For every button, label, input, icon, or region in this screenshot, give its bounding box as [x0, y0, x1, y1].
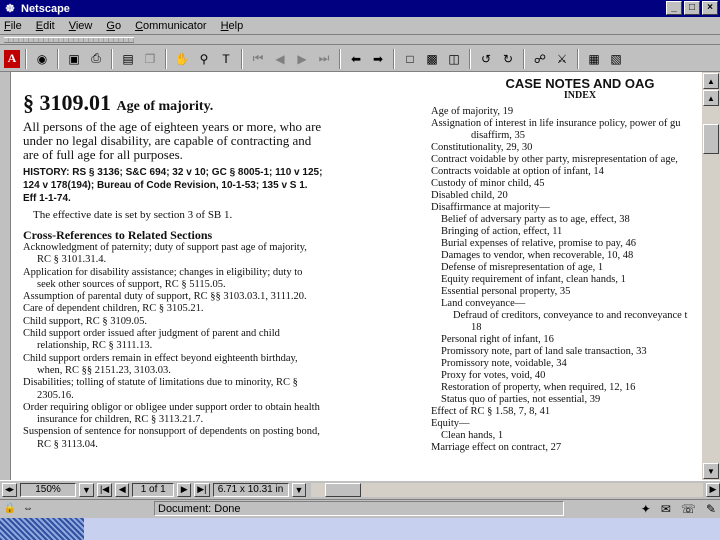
index-title: INDEX [563, 90, 597, 101]
index-entry: Defense of misrepresentation of age, 1 [441, 262, 604, 273]
index-entry: Custody of minor child, 45 [431, 178, 545, 189]
toolbar-separator [111, 49, 113, 69]
zoom-icon[interactable]: ⚲ [199, 51, 209, 66]
find-icon[interactable]: ⚔ [556, 51, 568, 66]
component-bar [641, 502, 716, 516]
scroll-down-arrow-icon[interactable]: ▼ [703, 463, 719, 479]
rotate-left-icon[interactable]: ↺ [480, 51, 492, 66]
scroll-up-arrow-icon[interactable]: ▲ [703, 73, 719, 89]
index-entry: Restoration of property, when required, 12, 16 [441, 382, 636, 393]
toolbar-separator [165, 49, 167, 69]
thumbnail-icon[interactable]: ▦ [588, 51, 600, 66]
horizontal-scrollbar[interactable] [311, 483, 703, 497]
case-notes-index [431, 78, 699, 454]
next-page-button[interactable]: ▶ [177, 483, 191, 497]
case-notes-title: CASE NOTES AND OAG [505, 76, 655, 91]
security-lock-icon[interactable]: 🔒 [3, 503, 17, 514]
section-number: § 3109.01 [23, 90, 111, 115]
cross-reference-item: Assumption of parental duty of support, RC §§ 3103.03.1, 3111.20. [23, 291, 307, 303]
status-message: Document: Done [154, 501, 564, 516]
acrobat-icon[interactable]: A [4, 50, 20, 68]
history-note: HISTORY: RS § 3136; S&C 694; 32 v 10; GC § 8005-1; 110 v 125; 124 v 178(194); Bureau of Code Revision, 10-1-53; 135 v S 1. Eff 1-1-74. [23, 167, 323, 204]
zoom-dropdown-icon[interactable]: ▼ [79, 483, 94, 497]
cross-reference-item: Child support, RC § 3109.05. [23, 315, 147, 327]
index-entry: Equity— [431, 418, 470, 429]
index-entry: Belief of adversary party as to age, effect, 38 [441, 214, 630, 225]
page-number-field[interactable]: 1 of 1 [132, 483, 174, 497]
vertical-scrollbar[interactable] [702, 72, 720, 480]
menu-edit[interactable]: Edit [35, 19, 55, 32]
prev-page-button[interactable]: ◀ [115, 483, 129, 497]
last-page-icon[interactable]: ⏭ [318, 51, 330, 65]
menu-communicator[interactable]: Communicator [135, 19, 207, 32]
index-entry: Assignation of interest in life insurance policy, power of gu [431, 118, 681, 129]
menu-help[interactable]: Help [220, 19, 244, 32]
scroll-thumb[interactable] [703, 124, 719, 154]
index-entry: Disaffirmance at majority— [431, 202, 550, 213]
index-entry: Constitutionality, 29, 30 [431, 142, 533, 153]
navigator-icon[interactable]: ✦ [640, 501, 651, 516]
statute-body: All persons of the age of eighteen years or more, who are under no legal disability, are capable of contracting and are of full age for all purposes. [23, 119, 322, 162]
fit-width-icon[interactable]: ◫ [448, 51, 460, 66]
bookmark-icon[interactable]: ▧ [610, 51, 622, 66]
zoom-field[interactable]: 150% [20, 483, 76, 497]
desktop-taskbar [0, 518, 720, 540]
forward-icon[interactable]: ➡ [372, 51, 384, 66]
toolbar-separator [339, 49, 341, 69]
text-select-icon[interactable]: T [222, 51, 230, 66]
globe-icon[interactable]: ◉ [36, 51, 48, 66]
menu-go[interactable]: Go [106, 19, 122, 32]
page-size-dropdown-icon[interactable]: ▼ [292, 483, 307, 497]
index-entry: Clean hands, 1 [441, 430, 504, 441]
index-entry: Burial expenses of relative, promise to pay, 46 [441, 238, 636, 249]
toolbar-separator [469, 49, 471, 69]
maximize-button[interactable]: □ [684, 1, 700, 15]
discussions-icon[interactable]: ☏ [680, 501, 696, 516]
cross-reference-item: Order requiring obligor or obligee under support order to obtain health insurance for children, RC § 3113.21.7. [23, 401, 320, 426]
navigation-pane-edge[interactable] [0, 72, 10, 480]
index-entry: Promissory note, part of land sale transaction, 33 [441, 346, 647, 357]
page-icon[interactable]: ▤ [122, 51, 134, 66]
index-entry: Effect of RC § 1.58, 7, 8, 41 [431, 406, 551, 417]
toolbar-separator [577, 49, 579, 69]
composer-icon[interactable]: ✎ [705, 501, 716, 516]
index-entry: Land conveyance— [441, 298, 526, 309]
index-entry: Contract voidable by other party, misrepresentation of age, [431, 154, 678, 165]
index-entry: Contracts voidable at option of infant, 14 [431, 166, 604, 177]
index-entry: Promissory note, voidable, 34 [441, 358, 567, 369]
index-entry: Status quo of parties, not essential, 39 [441, 394, 601, 405]
scroll-right-arrow-icon[interactable]: ▶ [706, 483, 720, 497]
next-page-icon[interactable]: ▶ [297, 51, 307, 66]
index-entry: Damages to vendor, when recoverable, 10, 48 [441, 250, 634, 261]
save-icon[interactable]: ▣ [68, 51, 80, 66]
index-entry: Marriage effect on contract, 27 [431, 442, 562, 453]
prev-page-icon[interactable]: ◀ [275, 51, 285, 66]
toolbar-separator [523, 49, 525, 69]
cross-reference-item: Child support order issued after judgment of parent and child relationship, RC § 3111.13. [23, 328, 280, 352]
fit-page-icon[interactable]: ▩ [426, 51, 438, 66]
netscape-icon: ☸ [5, 3, 15, 15]
menu-file[interactable]: File [4, 19, 22, 32]
section-title: Age of majority. [116, 99, 214, 114]
toolbar-separator [393, 49, 395, 69]
statute-column [23, 90, 323, 451]
scroll-up-arrow-icon[interactable]: ▲ [703, 90, 719, 106]
cross-reference-item: Application for disability assistance; changes in eligibility; duty to seek other sources of support, RC § 5115.05. [23, 266, 303, 290]
index-entry: Defraud of creditors, conveyance to and reconveyance t [453, 310, 688, 321]
last-page-button[interactable]: ▶| [194, 483, 209, 497]
index-entry: Personal right of infant, 16 [441, 334, 554, 345]
copy-icon[interactable]: ❐ [144, 51, 156, 66]
connection-icon: ⇔ [23, 503, 33, 514]
toolbar-separator [57, 49, 59, 69]
toolbar-grip[interactable] [0, 35, 720, 45]
cross-reference-item: Disabilities; tolling of statute of limitations due to minority, RC § 2305.16. [23, 377, 298, 401]
toolbar-separator [25, 49, 27, 69]
cross-reference-item: Suspension of sentence for nonsupport of dependents on posting bond, RC § 3113.04. [23, 426, 320, 450]
first-page-icon[interactable]: ⏮ [252, 51, 264, 65]
minimize-button[interactable]: _ [666, 1, 682, 15]
index-entry: Proxy for votes, void, 40 [441, 370, 546, 381]
index-entry: disaffirm, 35 [471, 130, 526, 141]
index-entry: Equity requirement of infant, clean hands, 1 [441, 274, 626, 285]
index-entry: Essential personal property, 35 [441, 286, 571, 297]
title-bar [0, 0, 720, 17]
binoculars-icon[interactable]: ☍ [533, 51, 547, 66]
back-icon[interactable]: ⬅ [350, 51, 362, 66]
pdf-page [10, 72, 702, 480]
cross-reference-item: Care of dependent children, RC § 3105.21. [23, 303, 204, 315]
single-page-icon[interactable]: □ [406, 51, 414, 66]
h-scroll-thumb[interactable] [325, 483, 361, 497]
window-title: Netscape [21, 2, 70, 15]
section-heading [23, 90, 323, 120]
hand-icon[interactable]: ✋ [174, 51, 190, 66]
pdf-status-bar [0, 480, 720, 498]
index-entry: Age of majority, 19 [431, 106, 514, 117]
rotate-right-icon[interactable]: ↻ [502, 51, 514, 66]
menu-view[interactable]: View [68, 19, 93, 32]
cross-reference-item: Child support orders remain in effect beyond eighteenth birthday, when, RC §§ 2151.23, 3103.03. [23, 352, 298, 376]
index-entry: Disabled child, 20 [431, 190, 508, 201]
first-page-button[interactable]: |◀ [97, 483, 112, 497]
index-entry: 18 [471, 322, 482, 333]
toolbar-separator [241, 49, 243, 69]
cross-reference-item: Acknowledgment of paternity; duty of support past age of majority, RC § 3101.31.4. [23, 242, 307, 266]
print-icon[interactable]: ⎙ [91, 51, 101, 65]
browser-status-bar [0, 499, 720, 517]
index-entry: Bringing of action, effect, 11 [441, 226, 563, 237]
pane-toggle-icon[interactable]: ◂▸ [2, 483, 17, 497]
page-size-field: 6.71 x 10.31 in [213, 483, 289, 497]
index-list [431, 106, 699, 454]
close-button[interactable]: × [702, 1, 718, 15]
cross-references-heading: Cross-References to Related Sections [23, 228, 213, 242]
mail-icon[interactable]: ✉ [660, 501, 671, 516]
effective-note: The effective date is set by section 3 of SB 1. [33, 209, 233, 221]
pdf-toolbar [0, 46, 720, 72]
taskbar-thumbnail[interactable] [0, 518, 84, 540]
menu-bar [0, 17, 720, 35]
